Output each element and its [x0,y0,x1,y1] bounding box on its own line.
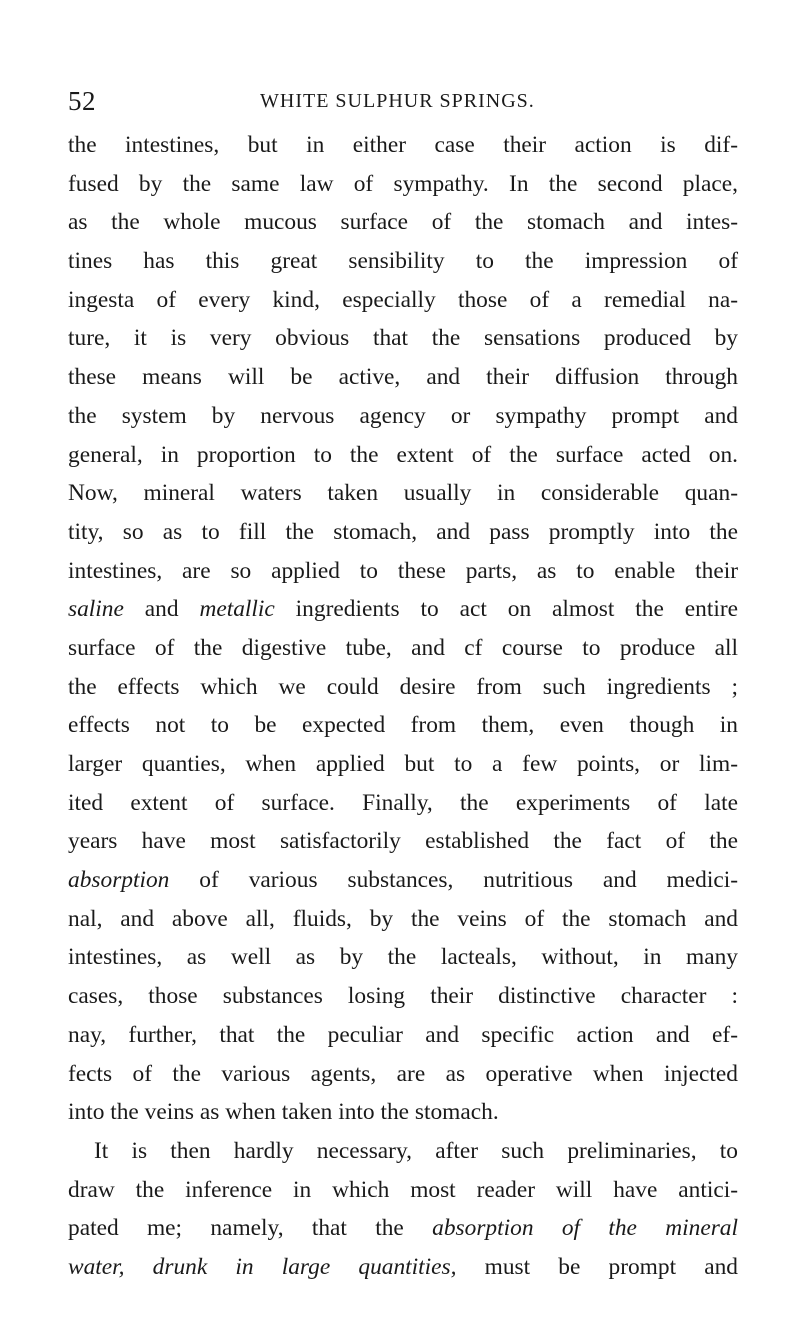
text-line: fused by the same law of sympathy. In the second place, [68,170,738,197]
italic-term-absorption: absorption [68,867,170,894]
text-line: general, in proportion to the extent of the surface acted on. [68,441,738,468]
text-line [68,1248,738,1287]
text-line: the effects which we could desire from such ingredients ; [68,673,738,700]
text-fragment: and [123,596,200,623]
text-line: nal, and above all, fluids, by the veins of the stomach and [68,905,738,932]
italic-term-saline: saline [68,596,124,623]
text-line: as the whole mucous surface of the stomach and intes- [68,209,738,236]
text-line: intestines, as well as by the lacteals, without, in many [68,944,738,971]
italic-phrase: absorption of the mineral [432,1215,738,1242]
text-line: intestines, are so applied to these parts, as to enable their [68,557,738,584]
book-page [68,86,738,1287]
text-fragment: must be prompt and [456,1253,738,1280]
text-line: years have most satisfactorily established the fact of the [68,828,738,855]
text-fragment: of various substances, nutritious and medici- [169,867,738,894]
text-line: the system by nervous agency or sympathy prompt and [68,402,738,429]
text-line [68,1209,738,1248]
text-line: effects not to be expected from them, even though in [68,712,738,739]
text-line: ture, it is very obvious that the sensations produced by [68,325,738,352]
text-line: cases, those substances losing their distinctive character : [68,983,738,1010]
running-head [68,86,738,126]
text-line: It is then hardly necessary, after such preliminaries, to [94,1137,738,1164]
text-line: into the veins as when taken into the stomach. [68,1099,499,1126]
text-line: tines has this great sensibility to the impression of [68,248,738,275]
text-fragment: pated me; namely, that the [68,1215,433,1242]
text-line [68,590,738,629]
text-line: tity, so as to fill the stomach, and pass promptly into the [68,518,738,545]
text-line: Now, mineral waters taken usually in considerable quan- [68,480,738,507]
running-title: WHITE SULPHUR SPRINGS. [260,90,535,112]
body-text [68,126,738,1287]
italic-term-metallic: metallic [199,596,275,623]
text-line: larger quanties, when applied but to a few points, or lim- [68,751,738,777]
text-line: fects of the various agents, are as operative when injected [68,1060,738,1087]
italic-phrase: water, drunk in large quantities, [68,1253,457,1280]
text-line: surface of the digestive tube, and cf course to produce all [68,634,738,661]
text-fragment: ingredients to act on almost the entire [274,596,738,623]
text-line: ingesta of every kind, especially those of a remedial na- [68,286,738,313]
text-line: nay, further, that the peculiar and specific action and ef- [68,1021,738,1048]
text-line: the intestines, but in either case their action is dif- [68,132,738,158]
text-line: these means will be active, and their diffusion through [68,364,738,391]
text-line: draw the inference in which most reader will have antici- [68,1176,738,1203]
page-number: 52 [68,86,96,116]
text-line [68,861,738,900]
text-line: ited extent of surface. Finally, the experiments of late [68,789,738,816]
